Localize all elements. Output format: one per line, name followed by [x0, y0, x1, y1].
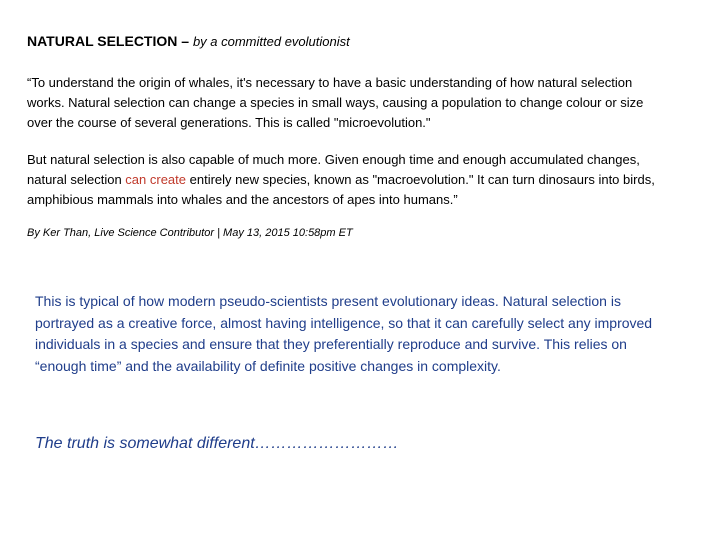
quote-highlight: can create	[125, 172, 186, 187]
quote-paragraph-1: “To understand the origin of whales, it's necessary to have a basic understanding of how natural selection works. Natural selection can change a species in small ways, causing a population to change colour or size over the course of several generations. This is called "microevolution."	[27, 75, 644, 130]
slide-title	[27, 33, 350, 49]
quote-p2-before: But natural selection is also capable of much more. Given enough time and enough accumulated changes, natural selection	[27, 152, 640, 187]
quote-paragraph-2	[27, 150, 667, 210]
commentary-paragraph: This is typical of how modern pseudo-scientists present evolutionary ideas. Natural selection is portrayed as a creative force, almost having intelligence, so that it can carefully select any improved individuals in a species and ensure that they preferentially reproduce and survive. This relies on “enough time” and the availability of definite positive changes in complexity.	[35, 293, 653, 375]
conclusion-text: The truth is somewhat different………………………	[35, 435, 399, 452]
title-main: NATURAL SELECTION –	[27, 33, 190, 49]
title-subtitle: by a committed evolutionist	[192, 34, 350, 49]
quote-p2-after: entirely new species, known as "macroevolution." It can turn dinosaurs into birds, amphibious mammals into whales and the ancestors of apes into humans.”	[27, 172, 655, 207]
quote-byline: By Ker Than, Live Science Contributor | May 13, 2015 10:58pm ET	[27, 227, 353, 239]
